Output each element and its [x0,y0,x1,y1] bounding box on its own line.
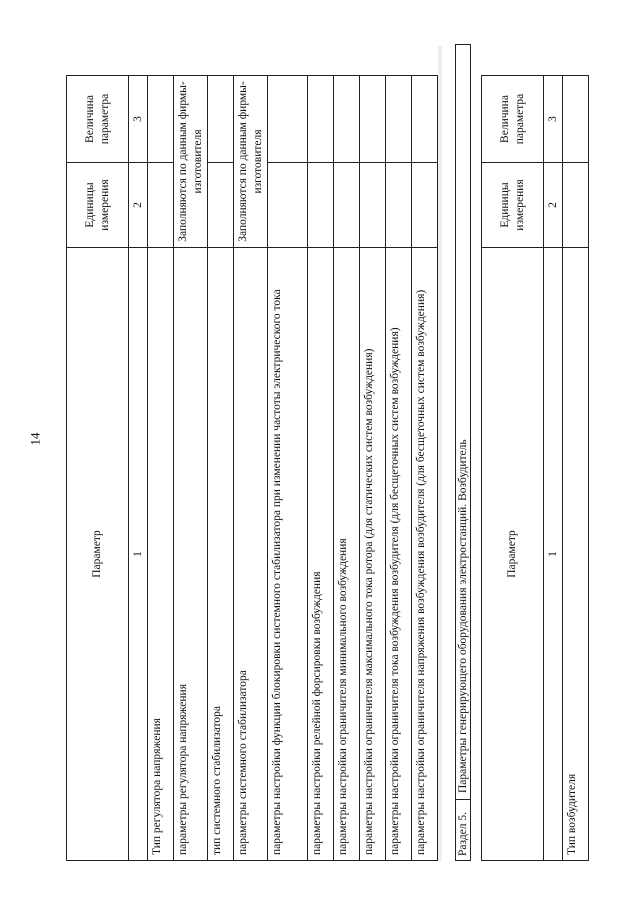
parameters-table-exciter [481,75,589,861]
unit-cell [268,163,308,248]
section-title: Параметры генерирующего оборудования электростанций. Возбудитель [457,439,469,793]
value-cell-merged: Заполняются по данным фирмы-изготовителя [234,76,268,248]
col-number-3: 3 [544,76,563,163]
unit-cell [360,163,386,248]
parameters-table-voltage-regulator [66,75,438,861]
param-cell: Тип возбудителя [563,248,589,861]
param-cell: параметры регулятора напряжения [174,248,208,861]
header-units: Единицы измерения [482,163,544,248]
param-cell: параметры настройки ограничителя минимального возбуждения [334,248,360,861]
param-cell: параметры настройки ограничителя напряжения возбуждения возбудителя (для бесщеточных систем возбуждения) [412,248,438,861]
table-row [308,76,334,861]
table-row [174,76,208,861]
table-row [234,76,268,861]
unit-cell [563,163,589,248]
value-cell [148,76,174,163]
page-number: 14 [27,432,43,446]
col-number-2: 2 [544,163,563,248]
table-row [334,76,360,861]
param-cell: параметры настройки ограничителя тока возбуждения возбудителя (для бесщеточных систем возбуждения) [386,248,412,861]
column-number-row [544,76,563,861]
unit-cell [386,163,412,248]
section-heading [455,44,471,861]
divider-band [438,46,442,861]
header-value: Величина параметра [482,76,544,163]
param-cell: параметры настройки функции блокировки системного стабилизатора при изменении частоты электрического тока [268,248,308,861]
header-parameter: Параметр [67,248,129,861]
value-cell [412,76,438,163]
col-number-3: 3 [129,76,148,163]
param-cell: параметры настройки ограничителя максимального тока ротора (для статических систем возбуждения) [360,248,386,861]
param-cell: параметры настройки релейной форсировки возбуждения [308,248,334,861]
value-cell [334,76,360,163]
unit-cell [334,163,360,248]
value-cell [208,76,234,163]
table-row [412,76,438,861]
value-cell-merged: Заполняются по данным фирмы-изготовителя [174,76,208,248]
col-number-1: 1 [544,248,563,861]
table-row [148,76,174,861]
table-header-row [482,76,544,861]
value-cell [268,76,308,163]
value-cell [386,76,412,163]
col-number-1: 1 [129,248,148,861]
value-cell [308,76,334,163]
header-units: Единицы измерения [67,163,129,248]
table-row [360,76,386,861]
table-row [563,76,589,861]
unit-cell [412,163,438,248]
param-cell: Тип регулятора напряжения [148,248,174,861]
table-header-row [67,76,129,861]
table-row [386,76,412,861]
param-cell: параметры системного стабилизатора [234,248,268,861]
value-cell [360,76,386,163]
column-number-row [129,76,148,861]
section-label: Раздел 5. [456,799,470,860]
header-parameter: Параметр [482,248,544,861]
table-row [268,76,308,861]
unit-cell [208,163,234,248]
value-cell [563,76,589,163]
param-cell: тип системного стабилизатора [208,248,234,861]
header-value: Величина параметра [67,76,129,163]
unit-cell [148,163,174,248]
table-row [208,76,234,861]
col-number-2: 2 [129,163,148,248]
unit-cell [308,163,334,248]
